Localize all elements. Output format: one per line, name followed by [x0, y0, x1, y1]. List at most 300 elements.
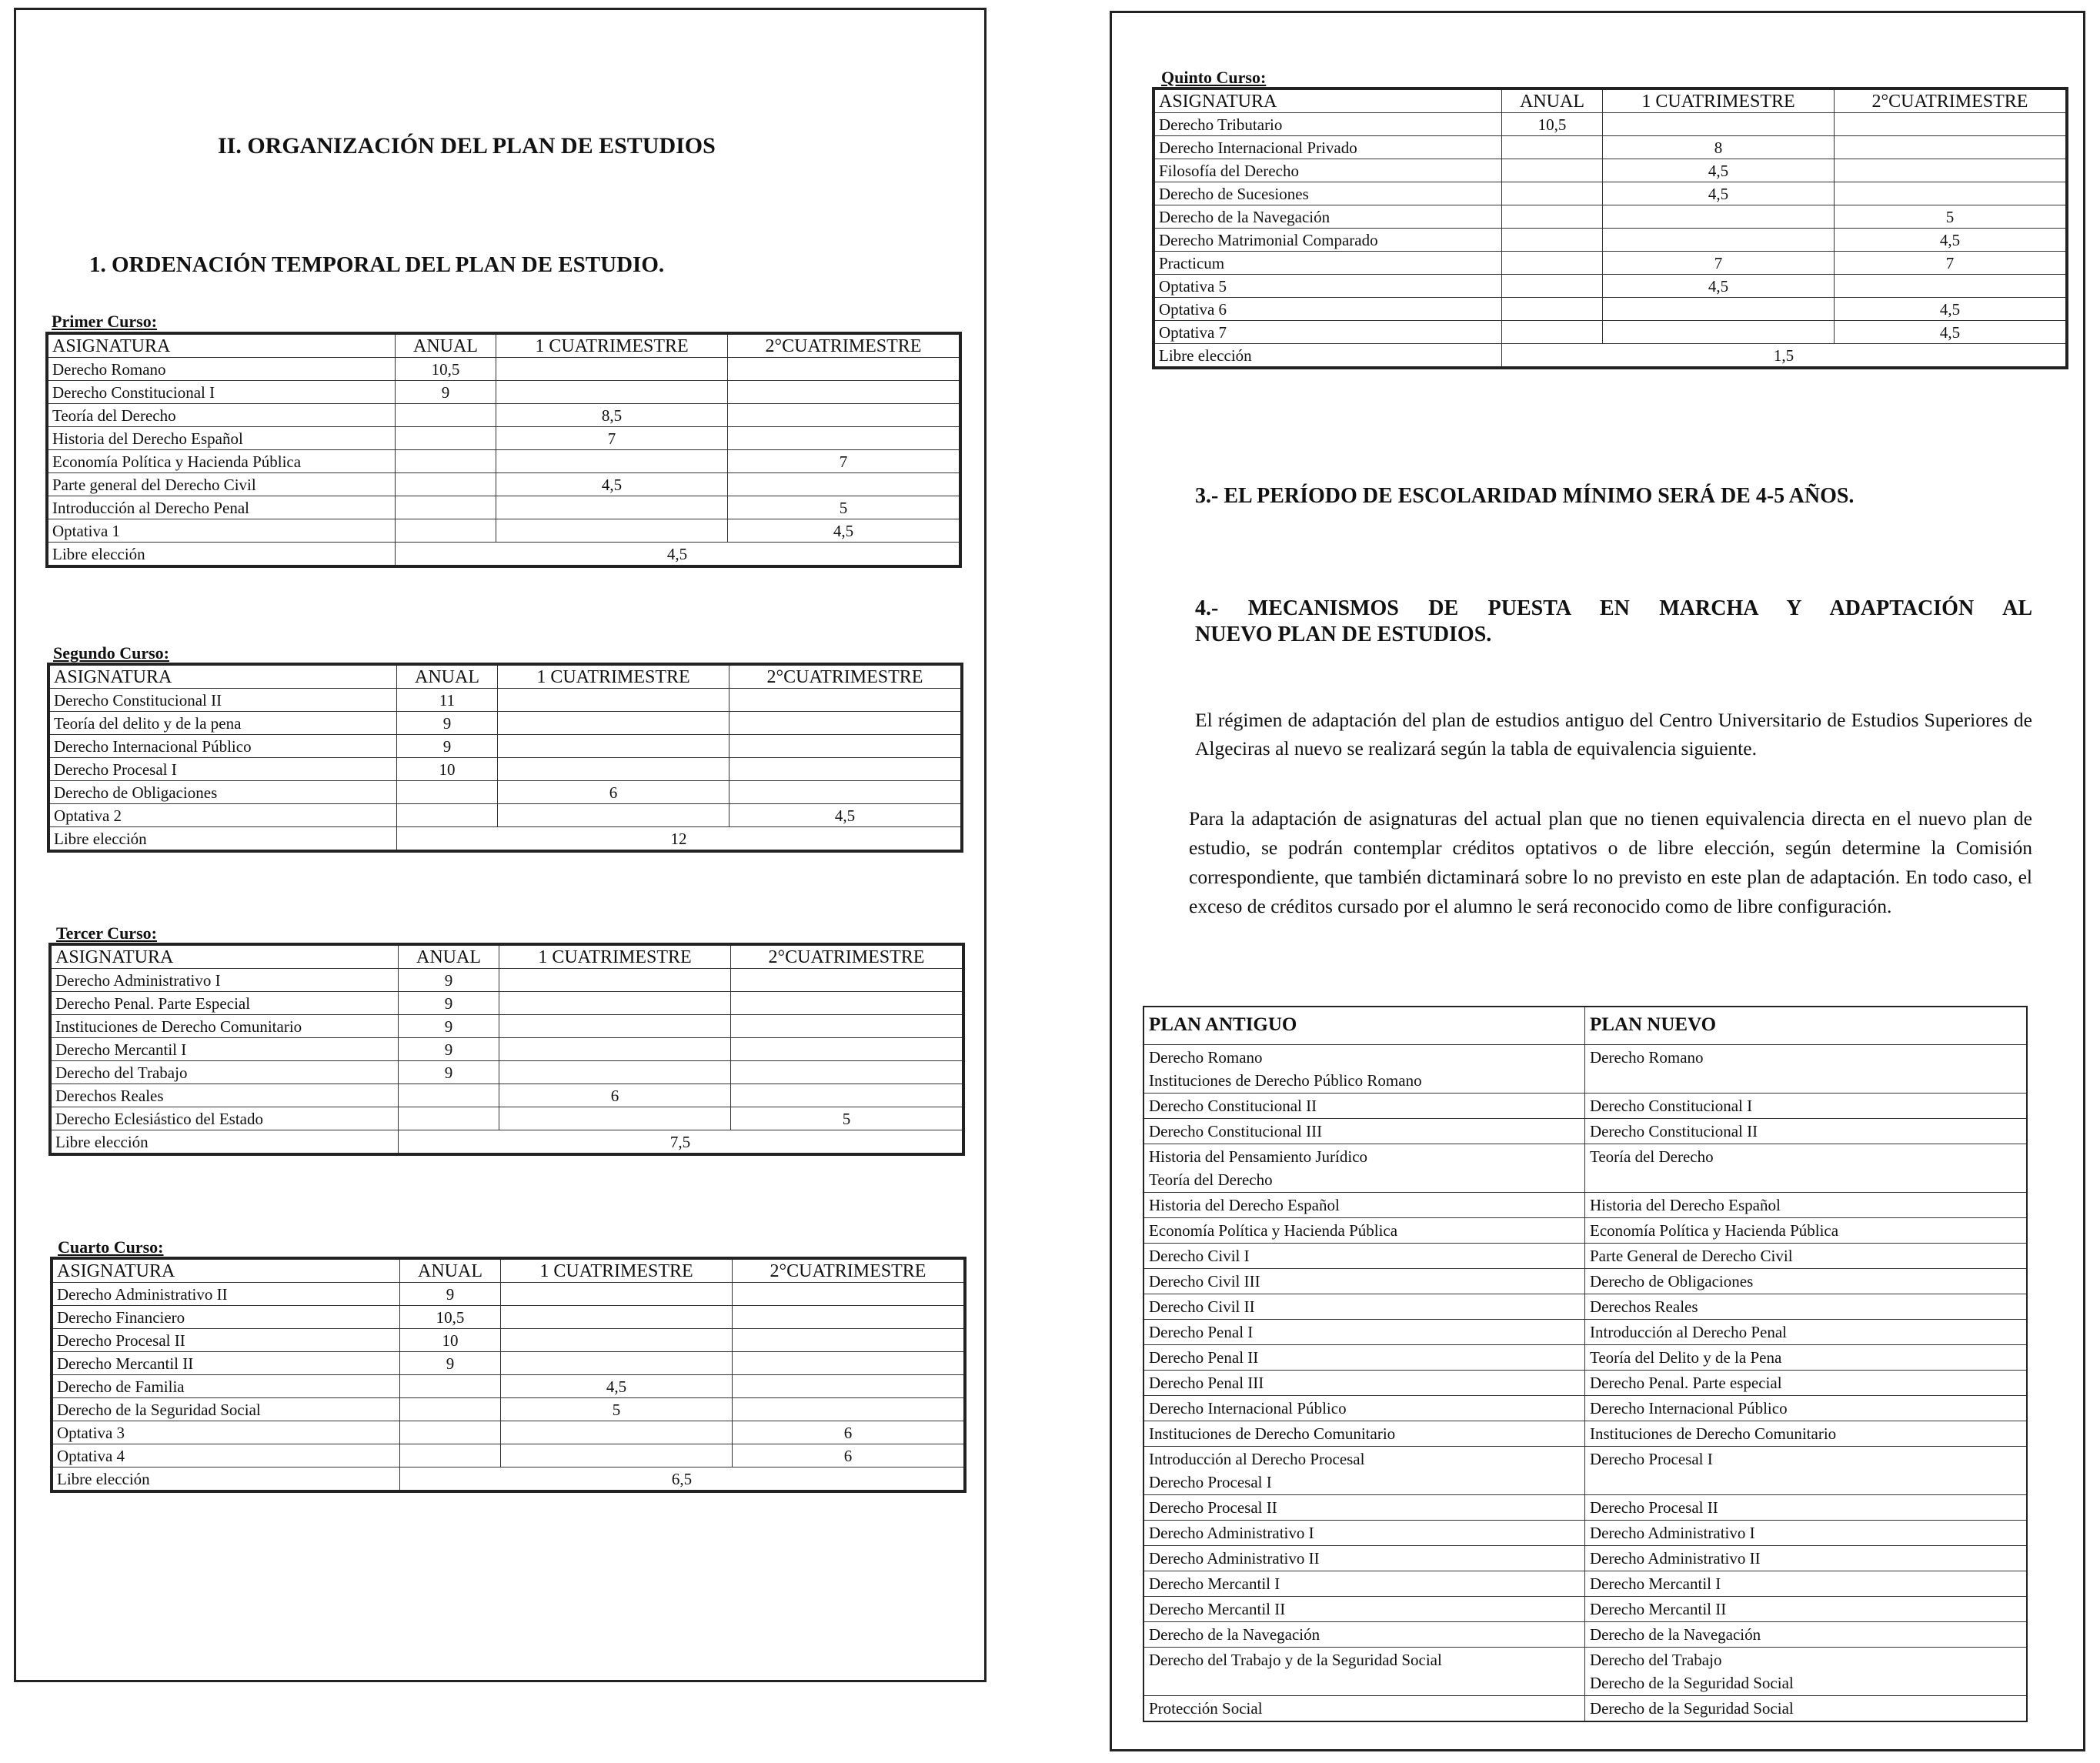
- anual-cell: 9: [399, 969, 499, 992]
- table-row: [1143, 1622, 2027, 1648]
- anual-cell: [1502, 252, 1603, 275]
- cuarto-curso-label: Cuarto Curso:: [58, 1237, 164, 1257]
- cuatrimestre-1-cell: 4,5: [1603, 182, 1835, 205]
- libre-eleccion-value: 7,5: [399, 1130, 964, 1155]
- cuatrimestre-1-cell: [1603, 113, 1835, 136]
- libre-eleccion-value: 12: [397, 827, 963, 852]
- header-row: [47, 333, 960, 358]
- table-row: [47, 358, 960, 381]
- anual-cell: 10: [397, 758, 498, 781]
- anual-cell: [1502, 136, 1603, 159]
- table-row: [1153, 159, 2067, 182]
- cuatrimestre-1-cell: 4,5: [1603, 159, 1835, 182]
- plan-nuevo-subject: Derecho de la Seguridad Social: [1590, 1699, 1794, 1718]
- subject-cell: Optativa 7: [1153, 321, 1502, 344]
- cuatrimestre-2-cell: [728, 358, 961, 381]
- header-anual: ANUAL: [400, 1258, 501, 1283]
- plan-antiguo-subject: Derecho Civil I: [1149, 1247, 1250, 1265]
- header-2-cuatrimestre: 2°CUATRIMESTRE: [728, 333, 961, 358]
- subject-cell: Economía Política y Hacienda Pública: [47, 450, 396, 473]
- plan-antiguo-cell: [1143, 1193, 1585, 1218]
- subject-cell: Derecho de la Navegación: [1153, 205, 1502, 229]
- tercer-curso-label: Tercer Curso:: [56, 923, 157, 943]
- header-1-cuatrimestre: 1 CUATRIMESTRE: [499, 944, 731, 969]
- subject-cell: Derecho de Sucesiones: [1153, 182, 1502, 205]
- cuatrimestre-1-cell: [501, 1306, 733, 1329]
- cuatrimestre-2-cell: [1835, 159, 2068, 182]
- plan-nuevo-subject: Derecho Constitucional I: [1590, 1097, 1753, 1115]
- plan-nuevo-cell: [1585, 1193, 2028, 1218]
- plan-nuevo-cell: [1585, 1345, 2028, 1371]
- left-page: [14, 8, 987, 1682]
- cuatrimestre-1-cell: [498, 712, 729, 735]
- plan-nuevo-subject: Derecho del Trabajo: [1590, 1651, 1722, 1669]
- plan-antiguo-cell: [1143, 1696, 1585, 1722]
- table-row: [47, 404, 960, 427]
- anual-cell: [1502, 205, 1603, 229]
- plan-nuevo-cell: [1585, 1371, 2028, 1396]
- cuatrimestre-1-cell: 6: [499, 1084, 731, 1107]
- header-asignatura: ASIGNATURA: [47, 333, 396, 358]
- plan-nuevo-subject: Derecho Constitucional II: [1590, 1122, 1758, 1140]
- plan-antiguo-cell: [1143, 1144, 1585, 1193]
- header-anual: ANUAL: [399, 944, 499, 969]
- table-row: [1143, 1294, 2027, 1320]
- plan-antiguo-cell: [1143, 1421, 1585, 1447]
- header-1-cuatrimestre: 1 CUATRIMESTRE: [498, 664, 729, 689]
- table-row: [1153, 298, 2067, 321]
- cuatrimestre-1-cell: 7: [496, 427, 728, 450]
- equivalence-table: [1143, 1006, 2028, 1722]
- cuatrimestre-2-cell: [731, 992, 964, 1015]
- table-row: [48, 712, 962, 735]
- subject-cell: Derecho Administrativo I: [50, 969, 399, 992]
- subject-cell: Derecho del Trabajo: [50, 1061, 399, 1084]
- subject-cell: Optativa 2: [48, 804, 397, 827]
- plan-antiguo-cell: [1143, 1396, 1585, 1421]
- cuatrimestre-2-cell: [728, 381, 961, 404]
- subject-cell: Derecho Financiero: [52, 1306, 400, 1329]
- section-4-heading-line2: NUEVO PLAN DE ESTUDIOS.: [1195, 623, 1492, 646]
- table-row: [1143, 1045, 2027, 1094]
- header-row: [50, 944, 963, 969]
- anual-cell: [396, 427, 496, 450]
- cuatrimestre-2-cell: [731, 969, 964, 992]
- plan-nuevo-subject: Derecho Procesal I: [1590, 1450, 1713, 1468]
- table-row: [1143, 1597, 2027, 1622]
- subject-cell: Parte general del Derecho Civil: [47, 473, 396, 496]
- anual-cell: [396, 473, 496, 496]
- cuatrimestre-2-cell: 6: [733, 1444, 966, 1467]
- anual-cell: [1502, 275, 1603, 298]
- cuatrimestre-1-cell: 4,5: [1603, 275, 1835, 298]
- table-row: [1143, 1495, 2027, 1521]
- table-row: [1143, 1521, 2027, 1546]
- plan-antiguo-cell: [1143, 1094, 1585, 1119]
- libre-eleccion-label: Libre elección: [1153, 344, 1502, 369]
- cuatrimestre-1-cell: [499, 1038, 731, 1061]
- table-row: [52, 1375, 965, 1398]
- cuatrimestre-1-cell: [498, 735, 729, 758]
- cuatrimestre-1-cell: [501, 1329, 733, 1352]
- plan-antiguo-subject: Historia del Derecho Español: [1149, 1196, 1340, 1214]
- plan-nuevo-cell: [1585, 1696, 2028, 1722]
- cuatrimestre-2-cell: 7: [1835, 252, 2068, 275]
- plan-nuevo-subject: Introducción al Derecho Penal: [1590, 1323, 1787, 1341]
- plan-nuevo-cell: [1585, 1119, 2028, 1144]
- table-row: [1143, 1244, 2027, 1269]
- plan-nuevo-subject: Derecho de la Navegación: [1590, 1625, 1761, 1644]
- cuatrimestre-2-cell: [731, 1061, 964, 1084]
- table-row: [1143, 1371, 2027, 1396]
- table-row: [1153, 252, 2067, 275]
- plan-nuevo-cell: [1585, 1597, 2028, 1622]
- libre-eleccion-row: [47, 543, 960, 567]
- cuatrimestre-2-cell: 4,5: [1835, 298, 2068, 321]
- cuatrimestre-2-cell: [733, 1375, 966, 1398]
- anual-cell: 9: [399, 1015, 499, 1038]
- anual-cell: 10,5: [400, 1306, 501, 1329]
- plan-antiguo-cell: [1143, 1597, 1585, 1622]
- plan-nuevo-cell: [1585, 1521, 2028, 1546]
- table-row: [47, 427, 960, 450]
- cuatrimestre-1-cell: [1603, 298, 1835, 321]
- table-row: [1153, 229, 2067, 252]
- table-row: [52, 1306, 965, 1329]
- table-row: [1153, 136, 2067, 159]
- plan-antiguo-subject: Instituciones de Derecho Comunitario: [1149, 1424, 1396, 1443]
- cuatrimestre-2-cell: 5: [1835, 205, 2068, 229]
- anual-cell: [1502, 321, 1603, 344]
- table-row: [50, 969, 963, 992]
- subject-cell: Derecho Mercantil I: [50, 1038, 399, 1061]
- subject-cell: Derecho Penal. Parte Especial: [50, 992, 399, 1015]
- header-anual: ANUAL: [396, 333, 496, 358]
- plan-nuevo-subject: Derecho Mercantil II: [1590, 1600, 1727, 1618]
- cuatrimestre-2-cell: [728, 427, 961, 450]
- section-4-heading-line1: 4.- MECANISMOS DE PUESTA EN MARCHA Y ADAPTACIÓN AL: [1195, 596, 2032, 620]
- cuatrimestre-1-cell: [501, 1421, 733, 1444]
- plan-antiguo-subject: Derecho Mercantil I: [1149, 1574, 1280, 1593]
- subject-cell: Derecho Constitucional II: [48, 689, 397, 712]
- anual-cell: 9: [400, 1283, 501, 1306]
- subject-cell: Derecho Eclesiástico del Estado: [50, 1107, 399, 1130]
- cuatrimestre-2-cell: [731, 1038, 964, 1061]
- cuatrimestre-1-cell: 5: [501, 1398, 733, 1421]
- anual-cell: [1502, 298, 1603, 321]
- cuatrimestre-1-cell: [498, 804, 729, 827]
- plan-antiguo-cell: [1143, 1371, 1585, 1396]
- cuatrimestre-1-cell: [499, 1107, 731, 1130]
- anual-cell: 10,5: [396, 358, 496, 381]
- subject-cell: Derecho Procesal I: [48, 758, 397, 781]
- anual-cell: [1502, 229, 1603, 252]
- cuatrimestre-1-cell: [499, 1061, 731, 1084]
- anual-cell: [400, 1398, 501, 1421]
- plan-antiguo-cell: [1143, 1648, 1585, 1696]
- plan-nuevo-cell: [1585, 1546, 2028, 1571]
- subject-cell: Derechos Reales: [50, 1084, 399, 1107]
- table-row: [52, 1329, 965, 1352]
- cuatrimestre-1-cell: [501, 1352, 733, 1375]
- plan-nuevo-cell: [1585, 1045, 2028, 1094]
- anual-cell: 9: [399, 992, 499, 1015]
- table-row: [47, 519, 960, 543]
- table-row: [50, 1015, 963, 1038]
- table-row: [48, 781, 962, 804]
- subject-cell: Teoría del Derecho: [47, 404, 396, 427]
- plan-nuevo-cell: [1585, 1447, 2028, 1495]
- cuatrimestre-1-cell: [496, 358, 728, 381]
- table-row: [50, 1107, 963, 1130]
- anual-cell: 9: [396, 381, 496, 404]
- cuatrimestre-1-cell: [501, 1444, 733, 1467]
- cuatrimestre-1-cell: [1603, 321, 1835, 344]
- cuatrimestre-1-cell: [1603, 205, 1835, 229]
- subject-cell: Optativa 5: [1153, 275, 1502, 298]
- cuatrimestre-2-cell: 5: [728, 496, 961, 519]
- anual-cell: [399, 1107, 499, 1130]
- anual-cell: [396, 404, 496, 427]
- plan-nuevo-cell: [1585, 1622, 2028, 1648]
- cuatrimestre-1-cell: [496, 496, 728, 519]
- subject-cell: Derecho de la Seguridad Social: [52, 1398, 400, 1421]
- cuatrimestre-2-cell: 4,5: [729, 804, 963, 827]
- plan-antiguo-subject: Instituciones de Derecho Público Romano: [1149, 1071, 1422, 1090]
- cuatrimestre-1-cell: 4,5: [501, 1375, 733, 1398]
- table-row: [1143, 1269, 2027, 1294]
- cuatrimestre-1-cell: [501, 1283, 733, 1306]
- plan-nuevo-subject: Derecho de la Seguridad Social: [1590, 1674, 1794, 1692]
- cuatrimestre-2-cell: 5: [731, 1107, 964, 1130]
- table-row: [47, 381, 960, 404]
- plan-antiguo-subject: Economía Política y Hacienda Pública: [1149, 1221, 1398, 1240]
- table-row: [52, 1352, 965, 1375]
- subject-cell: Optativa 1: [47, 519, 396, 543]
- plan-nuevo-cell: [1585, 1294, 2028, 1320]
- table-row: [1143, 1094, 2027, 1119]
- header-asignatura: ASIGNATURA: [50, 944, 399, 969]
- section-3-heading: 3.- EL PERÍODO DE ESCOLARIDAD MÍNIMO SERÁ DE 4-5 AÑOS.: [1195, 484, 1855, 508]
- anual-cell: 9: [399, 1061, 499, 1084]
- table-row: [1153, 275, 2067, 298]
- plan-nuevo-cell: [1585, 1421, 2028, 1447]
- plan-antiguo-subject: Protección Social: [1149, 1699, 1263, 1718]
- cuatrimestre-1-cell: 8,5: [496, 404, 728, 427]
- plan-nuevo-subject: Teoría del Delito y de la Pena: [1590, 1348, 1782, 1367]
- libre-eleccion-value: 6,5: [400, 1467, 966, 1492]
- plan-antiguo-subject: Derecho del Trabajo y de la Seguridad Social: [1149, 1651, 1442, 1669]
- plan-nuevo-cell: [1585, 1144, 2028, 1193]
- table-row: [1143, 1571, 2027, 1597]
- plan-nuevo-cell: [1585, 1094, 2028, 1119]
- subject-cell: Derecho Romano: [47, 358, 396, 381]
- cuatrimestre-2-cell: 6: [733, 1421, 966, 1444]
- table-row: [48, 758, 962, 781]
- table-row: [1143, 1144, 2027, 1193]
- libre-eleccion-label: Libre elección: [52, 1467, 400, 1492]
- plan-antiguo-subject: Derecho Administrativo II: [1149, 1549, 1320, 1568]
- cuatrimestre-1-cell: 7: [1603, 252, 1835, 275]
- cuatrimestre-1-cell: [1603, 229, 1835, 252]
- anual-cell: [397, 804, 498, 827]
- header-row: [48, 664, 962, 689]
- cuatrimestre-1-cell: [498, 758, 729, 781]
- anual-cell: [1502, 182, 1603, 205]
- table-row: [52, 1283, 965, 1306]
- plan-antiguo-subject: Historia del Pensamiento Jurídico: [1149, 1147, 1368, 1166]
- cuatrimestre-1-cell: [499, 992, 731, 1015]
- plan-antiguo-subject: Derecho Mercantil II: [1149, 1600, 1286, 1618]
- cuatrimestre-1-cell: [496, 519, 728, 543]
- plan-antiguo-cell: [1143, 1244, 1585, 1269]
- cuatrimestre-1-cell: [499, 1015, 731, 1038]
- primer-curso-label: Primer Curso:: [52, 312, 158, 331]
- header-anual: ANUAL: [397, 664, 498, 689]
- plan-nuevo-cell: [1585, 1269, 2028, 1294]
- table-row: [1153, 182, 2067, 205]
- table-row: [1143, 1696, 2027, 1722]
- table-row: [1143, 1546, 2027, 1571]
- header-row: [52, 1258, 965, 1283]
- plan-antiguo-cell: [1143, 1571, 1585, 1597]
- cuatrimestre-2-cell: [733, 1283, 966, 1306]
- anual-cell: [396, 450, 496, 473]
- table-row: [1143, 1447, 2027, 1495]
- table-row: [52, 1398, 965, 1421]
- header-asignatura: ASIGNATURA: [48, 664, 397, 689]
- subject-cell: Derecho Mercantil II: [52, 1352, 400, 1375]
- plan-nuevo-subject: Historia del Derecho Español: [1590, 1196, 1781, 1214]
- cuatrimestre-2-cell: 4,5: [1835, 229, 2068, 252]
- libre-eleccion-row: [1153, 344, 2067, 369]
- cuatrimestre-1-cell: [496, 381, 728, 404]
- table-row: [1143, 1119, 2027, 1144]
- cuatrimestre-2-cell: [733, 1329, 966, 1352]
- header-plan-antiguo: PLAN ANTIGUO: [1143, 1007, 1585, 1045]
- plan-antiguo-cell: [1143, 1495, 1585, 1521]
- anual-cell: 9: [397, 712, 498, 735]
- plan-nuevo-subject: Derecho Penal. Parte especial: [1590, 1374, 1782, 1392]
- subject-cell: Instituciones de Derecho Comunitario: [50, 1015, 399, 1038]
- cuatrimestre-2-cell: [1835, 275, 2068, 298]
- table-row: [47, 450, 960, 473]
- anual-cell: 9: [399, 1038, 499, 1061]
- subject-cell: Derecho de Obligaciones: [48, 781, 397, 804]
- plan-antiguo-cell: [1143, 1294, 1585, 1320]
- plan-antiguo-cell: [1143, 1546, 1585, 1571]
- right-page: [1110, 11, 2085, 1751]
- table-row: [1153, 113, 2067, 136]
- cuarto-curso-table: [50, 1257, 967, 1493]
- libre-eleccion-value: 4,5: [396, 543, 961, 567]
- libre-eleccion-row: [52, 1467, 965, 1492]
- plan-antiguo-cell: [1143, 1218, 1585, 1244]
- subject-cell: Introducción al Derecho Penal: [47, 496, 396, 519]
- anual-cell: 10,5: [1502, 113, 1603, 136]
- libre-eleccion-row: [50, 1130, 963, 1155]
- section-1-heading: 1. ORDENACIÓN TEMPORAL DEL PLAN DE ESTUDIO.: [89, 252, 665, 277]
- table-row: [50, 1061, 963, 1084]
- subject-cell: Optativa 3: [52, 1421, 400, 1444]
- plan-antiguo-subject: Derecho Civil III: [1149, 1272, 1260, 1291]
- plan-antiguo-subject: Derecho de la Navegación: [1149, 1625, 1320, 1644]
- plan-nuevo-cell: [1585, 1571, 2028, 1597]
- cuatrimestre-1-cell: 4,5: [496, 473, 728, 496]
- header-2-cuatrimestre: 2°CUATRIMESTRE: [729, 664, 963, 689]
- header-asignatura: ASIGNATURA: [1153, 88, 1502, 113]
- plan-antiguo-subject: Derecho Civil II: [1149, 1297, 1255, 1316]
- subject-cell: Optativa 4: [52, 1444, 400, 1467]
- plan-antiguo-cell: [1143, 1119, 1585, 1144]
- segundo-curso-table: [47, 663, 963, 853]
- libre-eleccion-label: Libre elección: [48, 827, 397, 852]
- table-row: [1143, 1648, 2027, 1696]
- plan-antiguo-subject: Derecho Constitucional III: [1149, 1122, 1323, 1140]
- segundo-curso-label: Segundo Curso:: [53, 643, 169, 663]
- plan-antiguo-cell: [1143, 1521, 1585, 1546]
- anual-cell: [396, 496, 496, 519]
- subject-cell: Derecho Matrimonial Comparado: [1153, 229, 1502, 252]
- table-row: [1153, 205, 2067, 229]
- plan-antiguo-subject: Derecho Administrativo I: [1149, 1524, 1314, 1542]
- header-asignatura: ASIGNATURA: [52, 1258, 400, 1283]
- page-title: II. ORGANIZACIÓN DEL PLAN DE ESTUDIOS: [218, 133, 716, 159]
- libre-eleccion-label: Libre elección: [47, 543, 396, 567]
- cuatrimestre-2-cell: [1835, 113, 2068, 136]
- plan-nuevo-subject: Derecho Romano: [1590, 1048, 1704, 1067]
- table-row: [1143, 1320, 2027, 1345]
- plan-antiguo-subject: Teoría del Derecho: [1149, 1170, 1273, 1189]
- header-row: [1153, 88, 2067, 113]
- plan-nuevo-cell: [1585, 1218, 2028, 1244]
- table-row: [48, 735, 962, 758]
- plan-antiguo-subject: Derecho Penal III: [1149, 1374, 1264, 1392]
- cuatrimestre-2-cell: [729, 758, 963, 781]
- cuatrimestre-2-cell: [733, 1398, 966, 1421]
- plan-antiguo-subject: Derecho Penal I: [1149, 1323, 1254, 1341]
- table-row: [1143, 1345, 2027, 1371]
- plan-nuevo-subject: Derecho Administrativo I: [1590, 1524, 1755, 1542]
- cuatrimestre-1-cell: [498, 689, 729, 712]
- header-2-cuatrimestre: 2°CUATRIMESTRE: [1835, 88, 2068, 113]
- anual-cell: [400, 1375, 501, 1398]
- subject-cell: Practicum: [1153, 252, 1502, 275]
- quinto-curso-label: Quinto Curso:: [1161, 68, 1267, 87]
- libre-eleccion-label: Libre elección: [50, 1130, 399, 1155]
- subject-cell: Derecho Administrativo II: [52, 1283, 400, 1306]
- cuatrimestre-2-cell: [729, 712, 963, 735]
- cuatrimestre-1-cell: [499, 969, 731, 992]
- table-row: [50, 992, 963, 1015]
- libre-eleccion-row: [48, 827, 962, 852]
- anual-cell: [1502, 159, 1603, 182]
- table-row: [48, 804, 962, 827]
- anual-cell: [397, 781, 498, 804]
- table-row: [1143, 1396, 2027, 1421]
- cuatrimestre-2-cell: 4,5: [728, 519, 961, 543]
- paragraph-no-equivalence: Para la adaptación de asignaturas del actual plan que no tienen equivalencia directa en el nuevo plan de estudio, se podrán contemplar créditos optativos o de libre elección, según determine la Comisión correspondiente, que también dictaminará sobre lo no previsto en este plan de adaptación. En todo caso, el exceso de créditos cursado por el alumno le será reconocido como de libre configuración.: [1189, 807, 2032, 917]
- plan-nuevo-subject: Derecho de Obligaciones: [1590, 1272, 1754, 1291]
- cuatrimestre-2-cell: 4,5: [1835, 321, 2068, 344]
- libre-eleccion-value: 1,5: [1502, 344, 2068, 369]
- table-row: [1143, 1193, 2027, 1218]
- table-row: [48, 689, 962, 712]
- cuatrimestre-1-cell: 6: [498, 781, 729, 804]
- header-anual: ANUAL: [1502, 88, 1603, 113]
- plan-nuevo-subject: Teoría del Derecho: [1590, 1147, 1714, 1166]
- plan-antiguo-subject: Derecho Constitucional II: [1149, 1097, 1317, 1115]
